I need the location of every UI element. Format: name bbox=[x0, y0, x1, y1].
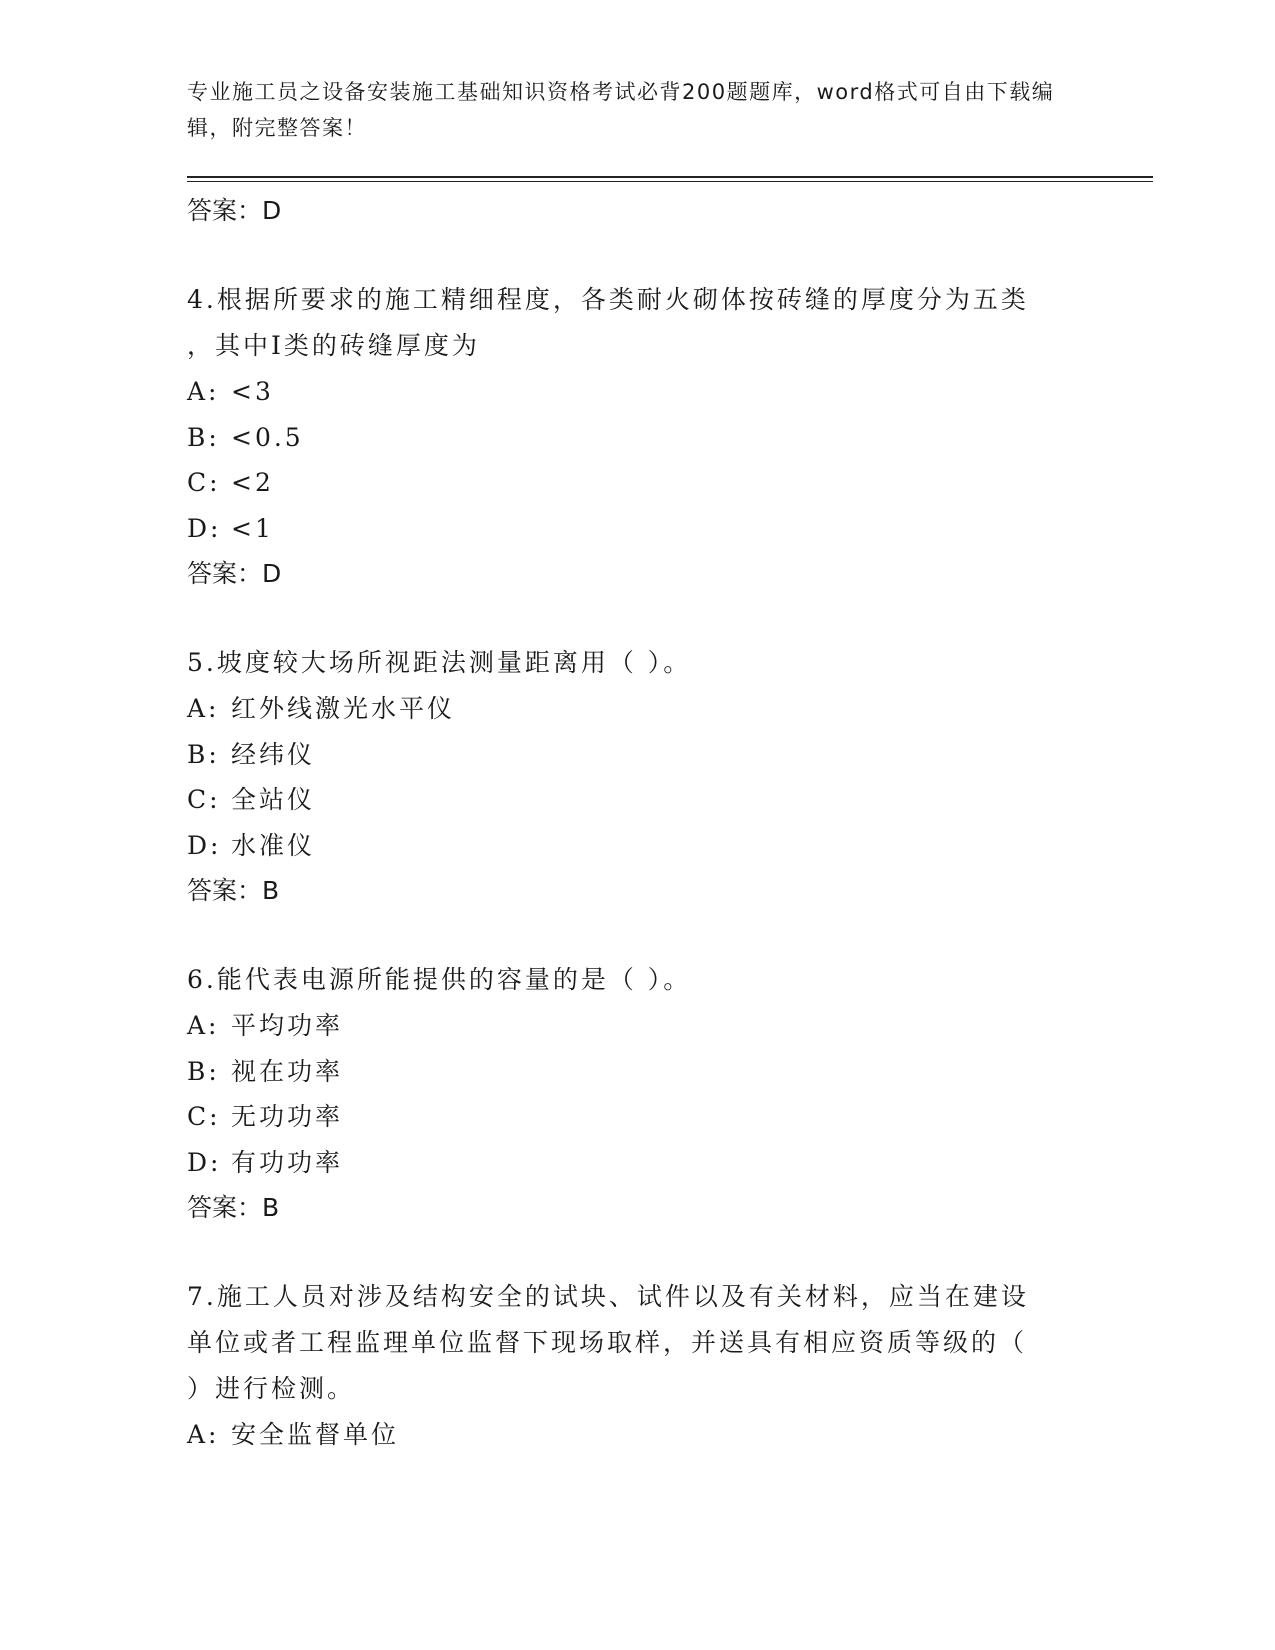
question-title: 5.坡度较大场所视距法测量距离用（ ）。 bbox=[187, 648, 692, 677]
answer-line: 答案：D bbox=[187, 559, 282, 588]
option-label: C: bbox=[187, 785, 221, 814]
option-a bbox=[187, 369, 1067, 415]
spacer bbox=[187, 913, 1067, 957]
option-text: 有功功率 bbox=[231, 1147, 344, 1177]
question-4 bbox=[187, 277, 1067, 596]
answer-line: 答案：B bbox=[187, 1193, 280, 1222]
option-c bbox=[187, 1094, 1067, 1140]
question-6 bbox=[187, 957, 1067, 1230]
option-b bbox=[187, 415, 1067, 461]
option-label: C: bbox=[187, 468, 221, 497]
option-text: 红外线激光水平仪 bbox=[231, 694, 456, 723]
question-5 bbox=[187, 640, 1067, 913]
option-text: 视在功率 bbox=[231, 1056, 344, 1086]
option-text: <2 bbox=[231, 468, 274, 497]
spacer bbox=[187, 233, 1067, 277]
question-title: 4.根据所要求的施工精细程度，各类耐火砌体按砖缝的厚度分为五类 bbox=[187, 285, 1029, 314]
option-b bbox=[187, 732, 1067, 778]
answer-line: 答案：D bbox=[187, 196, 282, 225]
header-divider-thick bbox=[187, 176, 1153, 178]
option-label: B: bbox=[187, 1056, 220, 1086]
option-label: C: bbox=[187, 1102, 221, 1131]
header-divider-thin bbox=[187, 181, 1153, 182]
option-a bbox=[187, 1412, 1067, 1458]
option-a bbox=[187, 1003, 1067, 1049]
option-text: 水准仪 bbox=[231, 830, 316, 860]
question-7 bbox=[187, 1274, 1067, 1458]
question-title-cont: ）进行检测。 bbox=[187, 1374, 356, 1403]
question-title: 7.施工人员对涉及结构安全的试块、试件以及有关材料，应当在建设 bbox=[187, 1282, 1029, 1311]
option-d bbox=[187, 823, 1067, 869]
spacer bbox=[187, 596, 1067, 640]
option-d bbox=[187, 506, 1067, 552]
option-text: <1 bbox=[231, 513, 274, 543]
option-a bbox=[187, 686, 1067, 732]
question-title-cont: ，其中Ⅰ类的砖缝厚度为 bbox=[187, 331, 480, 360]
option-text: 全站仪 bbox=[231, 785, 316, 814]
option-b bbox=[187, 1049, 1067, 1095]
option-text: <3 bbox=[231, 377, 274, 406]
document-header bbox=[187, 74, 1067, 146]
option-text: 经纬仪 bbox=[231, 739, 316, 769]
option-text: 平均功率 bbox=[231, 1011, 344, 1040]
option-label: D: bbox=[187, 830, 222, 860]
option-label: A: bbox=[187, 1420, 220, 1449]
option-label: D: bbox=[187, 1147, 222, 1177]
option-label: B: bbox=[187, 422, 220, 452]
option-d bbox=[187, 1140, 1067, 1186]
option-text: <0.5 bbox=[231, 422, 304, 452]
option-label: A: bbox=[187, 377, 220, 406]
question-list bbox=[187, 188, 1067, 1458]
question-title: 6.能代表电源所能提供的容量的是（ ）。 bbox=[187, 965, 692, 994]
option-label: D: bbox=[187, 513, 222, 543]
option-c bbox=[187, 460, 1067, 506]
spacer bbox=[187, 1230, 1067, 1274]
option-label: A: bbox=[187, 1011, 220, 1040]
header-title: 专业施工员之设备安装施工基础知识资格考试必背200题题库，word格式可自由下载编辑，附完整答案！ bbox=[187, 80, 1055, 140]
question-title-cont: 单位或者工程监理单位监督下现场取样，并送具有相应资质等级的（ bbox=[187, 1328, 1028, 1357]
answer-line: 答案：B bbox=[187, 876, 280, 905]
option-text: 无功功率 bbox=[231, 1102, 344, 1131]
option-c bbox=[187, 777, 1067, 823]
option-text: 安全监督单位 bbox=[231, 1420, 400, 1449]
option-label: B: bbox=[187, 739, 220, 769]
option-label: A: bbox=[187, 694, 220, 723]
